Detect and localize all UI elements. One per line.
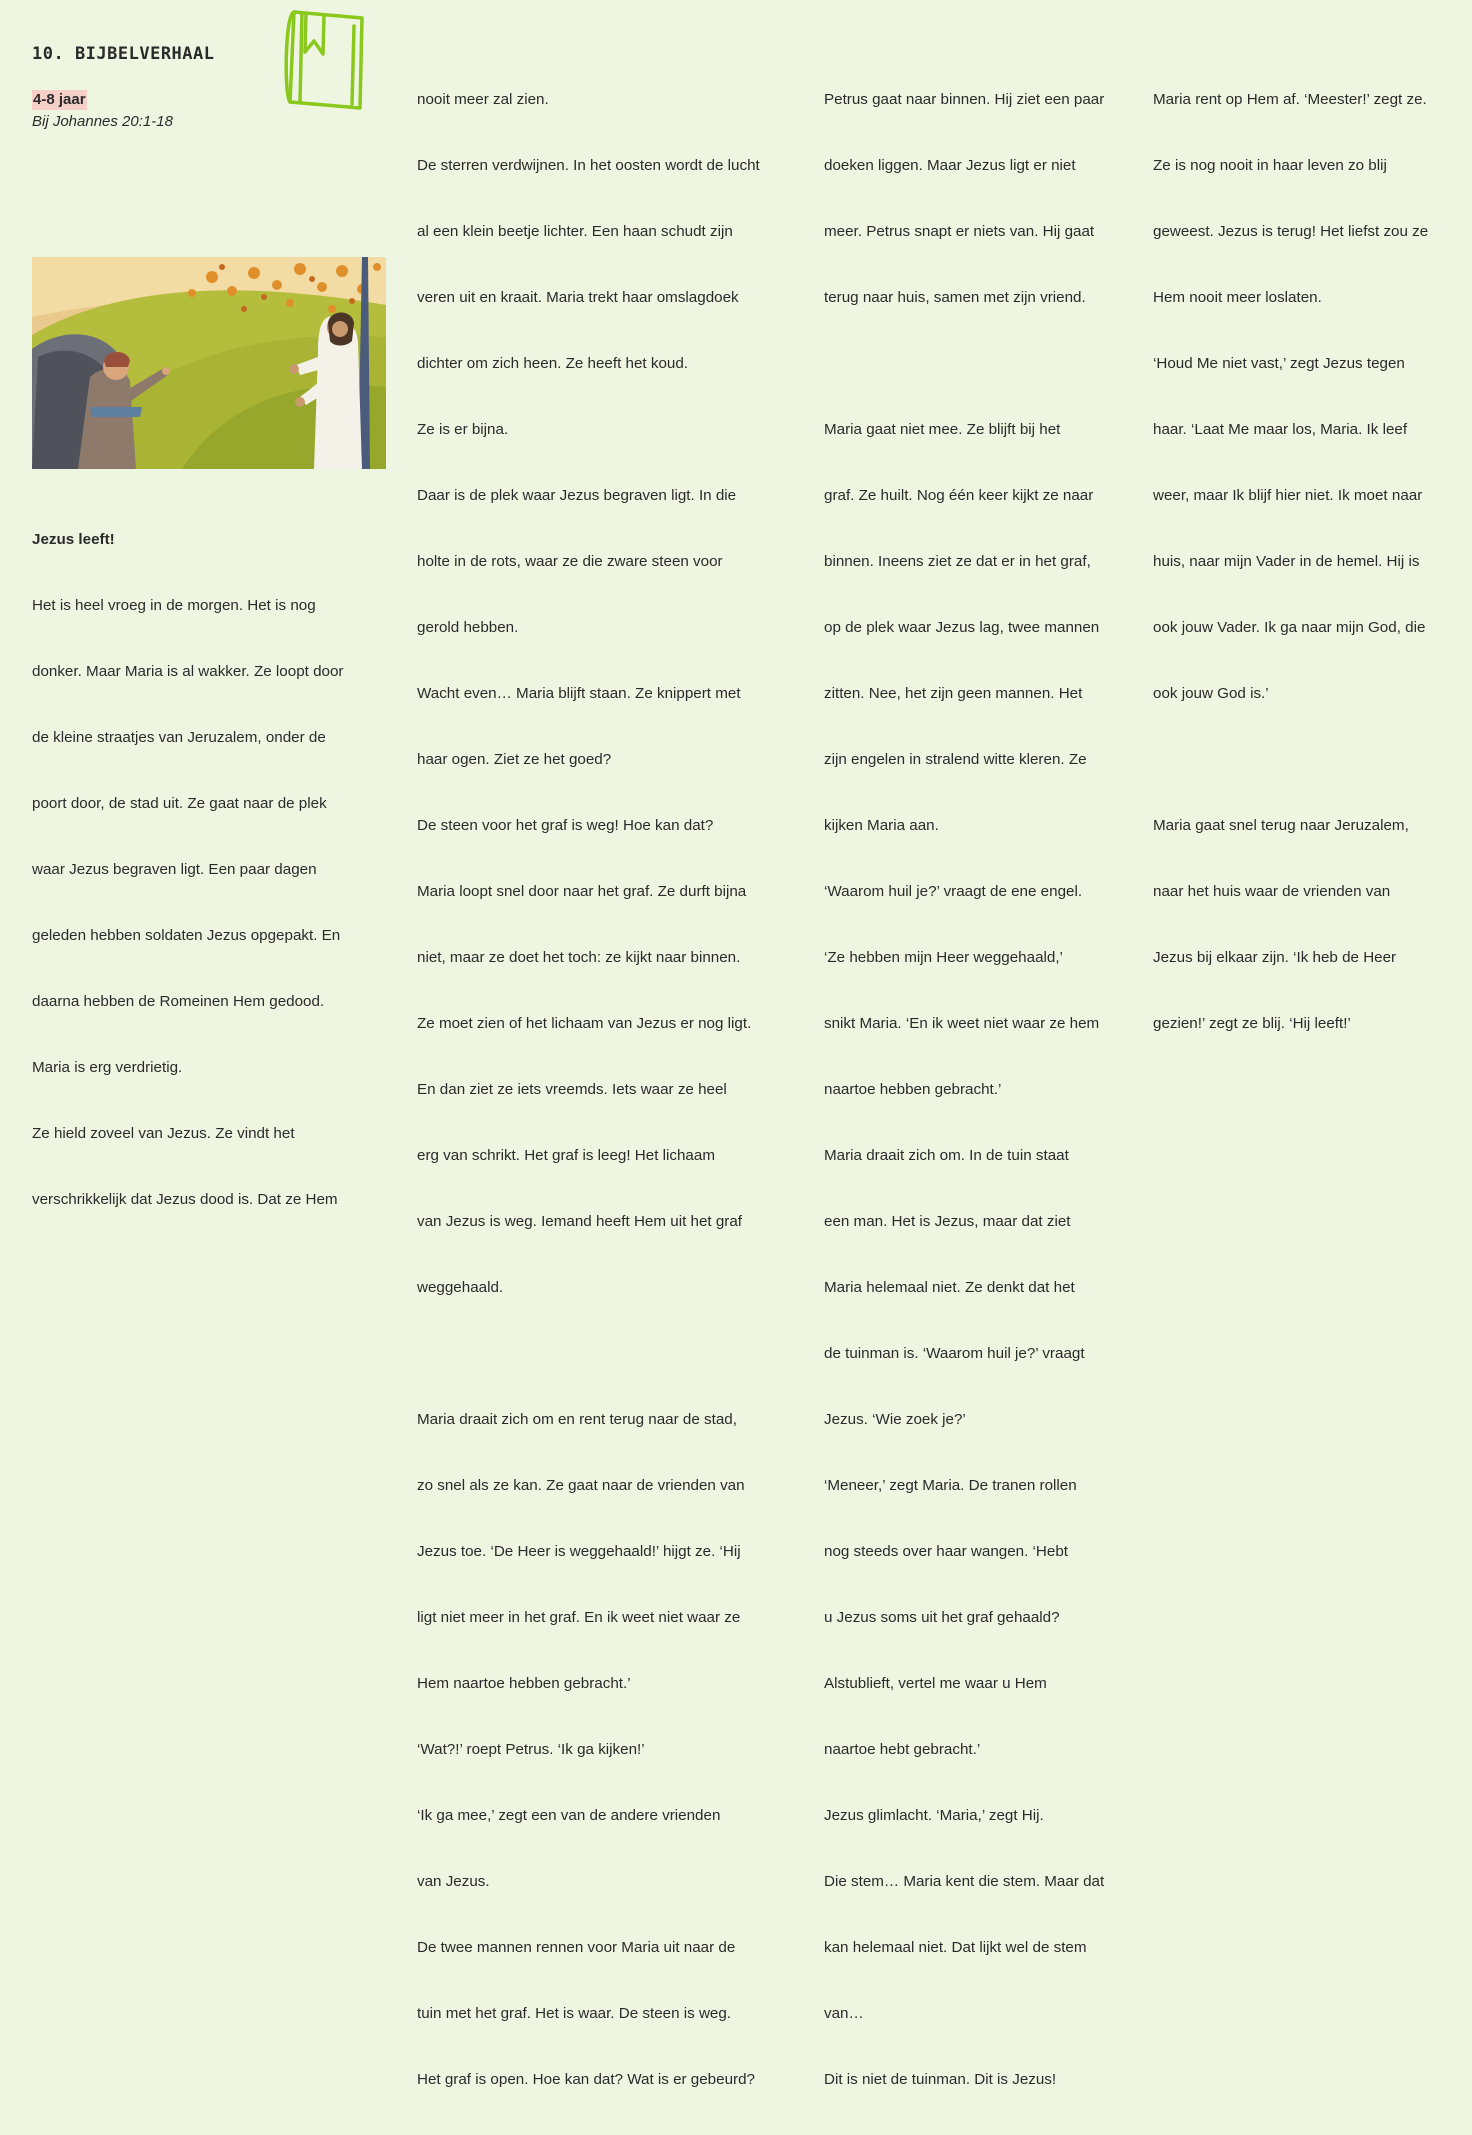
story-line: kijken Maria aan.: [824, 817, 939, 834]
story-line: donker. Maar Maria is al wakker. Ze loopt door: [32, 663, 344, 680]
story-line: erg van schrikt. Het graf is leeg! Het lichaam: [417, 1147, 715, 1164]
story-line: huis, naar mijn Vader in de hemel. Hij is: [1153, 553, 1420, 570]
story-line: Die stem… Maria kent die stem. Maar dat: [824, 1873, 1105, 1890]
story-line: weer, maar Ik blijf hier niet. Ik moet naar: [1153, 487, 1423, 504]
story-line: haar ogen. Ziet ze het goed?: [417, 751, 612, 768]
story-line: Het is heel vroeg in de morgen. Het is nog: [32, 597, 316, 614]
story-line: Het graf is open. Hoe kan dat? Wat is er gebeurd?: [417, 2071, 755, 2088]
book-bookmark-icon: [282, 8, 366, 112]
story-line: op de plek waar Jezus lag, twee mannen: [824, 619, 1100, 636]
story-line: holte in de rots, waar ze die zware steen voor: [417, 553, 723, 570]
story-line: ‘Wat?!’ roept Petrus. ‘Ik ga kijken!’: [417, 1741, 645, 1758]
story-line: Hem nooit meer loslaten.: [1153, 289, 1322, 306]
story-line: [824, 353, 1104, 375]
story-line: En dan ziet ze iets vreemds. Iets waar ze heel: [417, 1081, 727, 1098]
story-line: Jezus bij elkaar zijn. ‘Ik heb de Heer: [1153, 949, 1397, 966]
story-line: geweest. Jezus is terug! Het liefst zou ze: [1153, 223, 1429, 240]
story-line: haar. ‘Laat Me maar los, Maria. Ik leef: [1153, 421, 1408, 438]
story-line: kan helemaal niet. Dat lijkt wel de stem: [824, 1939, 1087, 1956]
story-line: Maria is erg verdrietig.: [32, 1059, 183, 1076]
story-line: Jezus glimlacht. ‘Maria,’ zegt Hij.: [824, 1807, 1044, 1824]
bible-reference: Bij Johannes 20:1-18: [32, 113, 173, 130]
story-line: geleden hebben soldaten Jezus opgepakt. En: [32, 927, 341, 944]
story-line: u Jezus soms uit het graf gehaald?: [824, 1609, 1060, 1626]
story-line: dichter om zich heen. Ze heeft het koud.: [417, 355, 689, 372]
story-line: zitten. Nee, het zijn geen mannen. Het: [824, 685, 1083, 702]
story-line: Maria gaat niet mee. Ze blijft bij het: [824, 421, 1061, 438]
story-line: zijn engelen in stralend witte kleren. Ze: [824, 751, 1087, 768]
story-line: Petrus gaat naar binnen. Hij ziet een paar: [824, 91, 1105, 108]
story-illustration: [32, 257, 386, 469]
story-line: veren uit en kraait. Maria trekt haar omslagdoek: [417, 289, 739, 306]
story-line: daarna hebben de Romeinen Hem gedood.: [32, 993, 325, 1010]
story-column-1: [32, 485, 343, 1255]
story-line: Maria rent op Hem af. ‘Meester!’ zegt ze.: [1153, 91, 1427, 108]
story-line: poort door, de stad uit. Ze gaat naar de plek: [32, 795, 327, 812]
story-line: meer. Petrus snapt er niets van. Hij gaat: [824, 223, 1095, 240]
story-line: Ze moet zien of het lichaam van Jezus er nog ligt.: [417, 1015, 752, 1032]
story-line: Daar is de plek waar Jezus begraven ligt. In die: [417, 487, 737, 504]
story-line: waar Jezus begraven ligt. Een paar dagen: [32, 861, 317, 878]
story-line: ‘Waarom huil je?’ vraagt de ene engel.: [824, 883, 1083, 900]
story-line: een man. Het is Jezus, maar dat ziet: [824, 1213, 1071, 1230]
story-line: ‘Ze hebben mijn Heer weggehaald,’: [824, 949, 1063, 966]
story-line: ook jouw Vader. Ik ga naar mijn God, die: [1153, 619, 1426, 636]
story-line: ‘Houd Me niet vast,’ zegt Jezus tegen: [1153, 355, 1405, 372]
story-line: Maria gaat snel terug naar Jeruzalem,: [1153, 817, 1409, 834]
story-line: gezien!’ zegt ze blij. ‘Hij leeft!’: [1153, 1015, 1351, 1032]
story-line: [417, 1343, 760, 1365]
story-line: terug naar huis, samen met zijn vriend.: [824, 289, 1086, 306]
story-line: De steen voor het graf is weg! Hoe kan dat?: [417, 817, 714, 834]
story-line: [1153, 749, 1428, 771]
story-line: doeken liggen. Maar Jezus ligt er niet: [824, 157, 1076, 174]
story-line: binnen. Ineens ziet ze dat er in het graf,: [824, 553, 1091, 570]
story-line: snikt Maria. ‘En ik weet niet waar ze hem: [824, 1015, 1100, 1032]
story-line: De twee mannen rennen voor Maria uit naar de: [417, 1939, 736, 1956]
story-line: Alstublieft, vertel me waar u Hem: [824, 1675, 1047, 1692]
section-title: 10. BIJBELVERHAAL: [32, 44, 215, 64]
story-line: Wacht even… Maria blijft staan. Ze knippert met: [417, 685, 741, 702]
story-line: naartoe hebt gebracht.’: [824, 1741, 981, 1758]
story-line: Maria draait zich om en rent terug naar de stad,: [417, 1411, 737, 1428]
story-line: Ze hield zoveel van Jezus. Ze vindt het: [32, 1125, 295, 1142]
story-line: tuin met het graf. Het is waar. De steen is weg.: [417, 2005, 732, 2022]
story-line: Hem naartoe hebben gebracht.’: [417, 1675, 631, 1692]
story-line: de kleine straatjes van Jeruzalem, onder de: [32, 729, 326, 746]
story-line: van…: [824, 2005, 864, 2022]
story-line: ‘Ik ga mee,’ zegt een van de andere vrienden: [417, 1807, 721, 1824]
story-line: van Jezus is weg. Iemand heeft Hem uit het graf: [417, 1213, 743, 1230]
story-line: Dit is niet de tuinman. Dit is Jezus!: [824, 2071, 1057, 2088]
story-column-3: [824, 45, 1104, 2135]
story-column-4: [1153, 45, 1428, 1079]
story-line: nog steeds over haar wangen. ‘Hebt: [824, 1543, 1069, 1560]
story-line: al een klein beetje lichter. Een haan schudt zijn: [417, 223, 733, 240]
story-line: ook jouw God is.’: [1153, 685, 1269, 702]
story-line: De sterren verdwijnen. In het oosten wordt de lucht: [417, 157, 760, 174]
story-line: niet, maar ze doet het toch: ze kijkt naar binnen.: [417, 949, 741, 966]
story-line: Maria helemaal niet. Ze denkt dat het: [824, 1279, 1075, 1296]
story-line: Jezus. ‘Wie zoek je?’: [824, 1411, 966, 1428]
story-heading: Jezus leeft!: [32, 531, 115, 548]
story-column-2: [417, 45, 760, 2135]
story-line: naartoe hebben gebracht.’: [824, 1081, 1002, 1098]
story-line: Maria loopt snel door naar het graf. Ze durft bijna: [417, 883, 747, 900]
story-line: Ze is er bijna.: [417, 421, 509, 438]
story-line: Maria draait zich om. In de tuin staat: [824, 1147, 1069, 1164]
story-line: gerold hebben.: [417, 619, 519, 636]
story-line: verschrikkelijk dat Jezus dood is. Dat ze Hem: [32, 1191, 338, 1208]
story-line: graf. Ze huilt. Nog één keer kijkt ze naar: [824, 487, 1094, 504]
story-line: naar het huis waar de vrienden van: [1153, 883, 1391, 900]
story-line: van Jezus.: [417, 1873, 490, 1890]
story-line: nooit meer zal zien.: [417, 91, 549, 108]
story-line: Ze is nog nooit in haar leven zo blij: [1153, 157, 1387, 174]
story-line: Jezus toe. ‘De Heer is weggehaald!’ hijgt ze. ‘Hij: [417, 1543, 741, 1560]
story-line: de tuinman is. ‘Waarom huil je?’ vraagt: [824, 1345, 1085, 1362]
story-line: ligt niet meer in het graf. En ik weet niet waar ze: [417, 1609, 741, 1626]
age-badge: 4-8 jaar: [33, 91, 86, 108]
story-line: weggehaald.: [417, 1279, 504, 1296]
story-line: zo snel als ze kan. Ze gaat naar de vrienden van: [417, 1477, 745, 1494]
story-line: ‘Meneer,’ zegt Maria. De tranen rollen: [824, 1477, 1077, 1494]
